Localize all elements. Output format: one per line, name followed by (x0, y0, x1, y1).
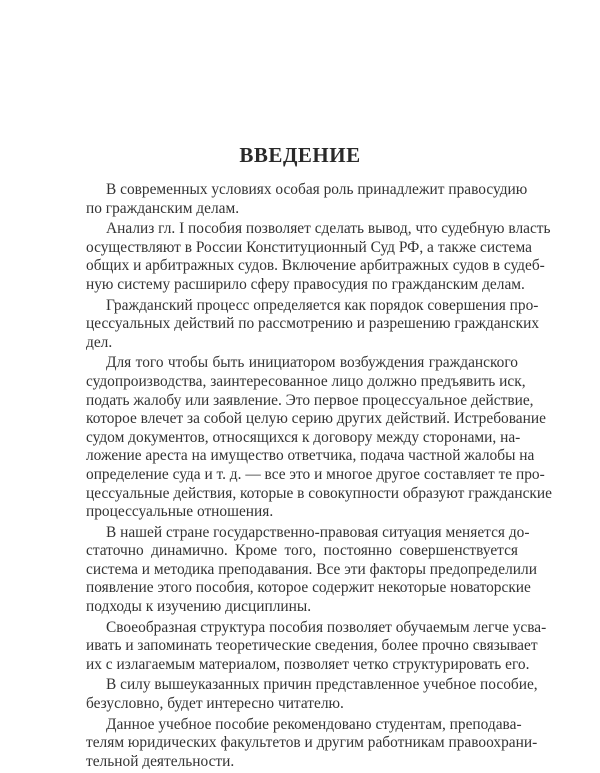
text-line: осуществляют в России Конституционный Суд РФ, а также система (86, 238, 532, 256)
text-line: система и методика преподавания. Все эти факторы предопределили (86, 560, 537, 578)
text-line: статочно динамично. Кроме того, постоянно совершенствуется (86, 542, 518, 560)
text-line: безусловно, будет интересно читателю. (86, 695, 344, 713)
text-line: тельной деятельности. (86, 752, 235, 770)
text-line: цессуальных действий по рассмотрению и разрешению гражданских (86, 315, 540, 333)
text-line: общих и арбитражных судов. Включение арбитражных судов в судеб- (86, 257, 545, 275)
text-line: дел. (86, 333, 113, 351)
text-line: Для того чтобы быть инициатором возбуждения гражданского (106, 354, 518, 372)
paragraph (86, 181, 528, 218)
paragraph (86, 296, 540, 353)
text-line: по гражданским делам. (86, 199, 240, 217)
text-line: подать жалобу или заявление. Это первое процессуальное действие, (86, 391, 534, 409)
text-line: цессуальные действия, которые в совокупности образуют гражданские (86, 484, 552, 502)
text-line: судопроизводства, заинтересованное лицо должно предъявить иск, (86, 372, 526, 390)
paragraph (86, 220, 551, 294)
body-text (86, 181, 552, 773)
text-line: ложение ареста на имущество ответчика, подача частной жалобы на (86, 447, 535, 465)
text-line: которое влечет за собой целую серию других действий. Истребование (86, 410, 546, 428)
text-line: В нашей стране государственно-правовая ситуация меняется до- (106, 523, 530, 541)
text-line: В современных условиях особая роль принадлежит правосудию (106, 181, 528, 198)
text-line: Анализ гл. I пособия позволяет сделать вывод, что судебную власть (106, 220, 551, 238)
text-line: Своеобразная структура пособия позволяет обучаемым легче усва- (106, 618, 547, 636)
text-line: судом документов, относящихся к договору между сторонами, на- (86, 428, 521, 446)
text-line: Гражданский процесс определяется как порядок совершения про- (106, 296, 539, 314)
text-line: процессуальные отношения. (86, 503, 274, 521)
paragraph (86, 618, 547, 675)
paragraph (86, 715, 538, 772)
text-line: телям юридических факультетов и другим работникам правоохрани- (86, 734, 538, 752)
text-line: В силу вышеуказанных причин представленное учебное пособие, (106, 676, 538, 694)
text-line: подходы к изучению дисциплины. (86, 598, 312, 616)
paragraph (86, 354, 552, 521)
text-line: ную систему расширило сферу правосудия по гражданским делам. (86, 275, 525, 293)
page-title: ВВЕДЕНИЕ (239, 143, 361, 167)
paragraph (86, 523, 537, 617)
text-line: появление этого пособия, которое содержит некоторые новаторские (86, 579, 531, 597)
text-line: Данное учебное пособие рекомендовано студентам, преподава- (106, 715, 522, 733)
paragraph (86, 676, 538, 713)
text-line: определение суда и т. д. — все это и многое другое составляет те про- (86, 465, 545, 483)
text-line: их с излагаемым материалом, позволяет четко структурировать его. (86, 655, 530, 673)
text-line: ивать и запоминать теоретические сведения, более прочно связывает (86, 637, 538, 655)
